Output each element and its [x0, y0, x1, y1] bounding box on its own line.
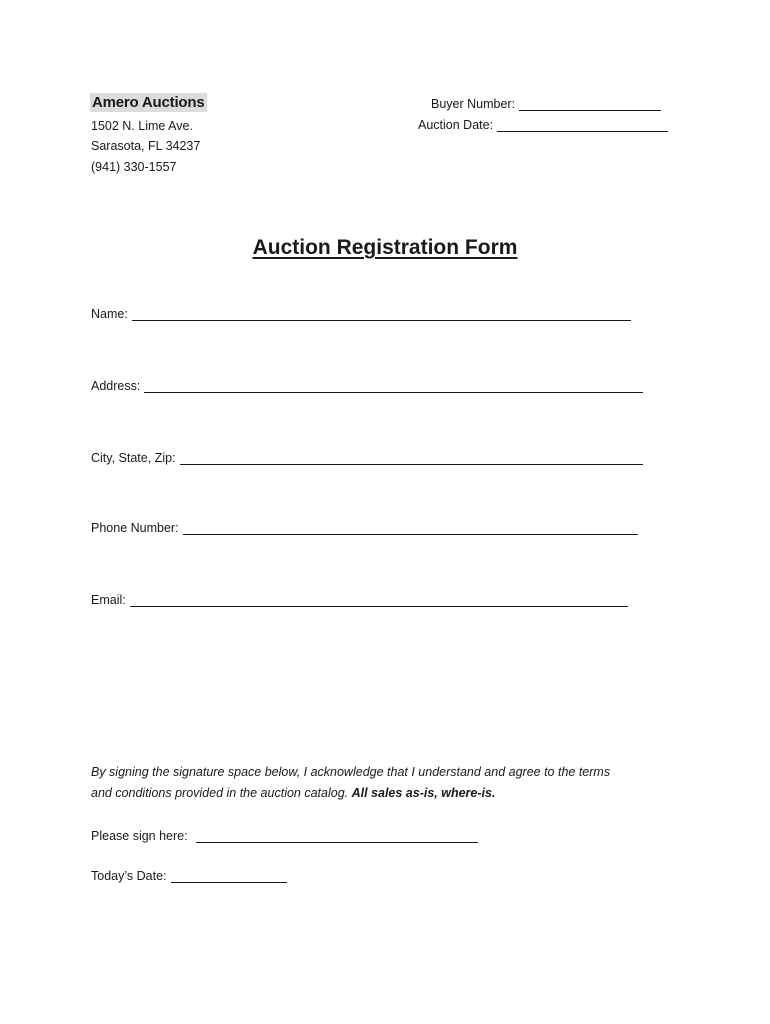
city-state-zip-field[interactable] [91, 451, 643, 465]
name-field[interactable] [91, 307, 631, 321]
auction-date-label: Auction Date: [418, 118, 494, 132]
acknowledgement-terms-text: and conditions provided in the auction catalog. [91, 786, 349, 800]
address-label: Address: [91, 379, 141, 393]
name-line[interactable] [132, 308, 631, 321]
email-line[interactable] [130, 594, 628, 607]
name-label: Name: [91, 307, 128, 321]
company-phone: (941) 330-1557 [91, 160, 177, 174]
address-line[interactable] [144, 380, 643, 393]
signature-line[interactable] [196, 830, 478, 843]
todays-date-label: Today’s Date: [91, 869, 167, 883]
auction-date-line[interactable] [497, 119, 668, 132]
form-title: Auction Registration Form [252, 236, 518, 259]
signature-field[interactable] [91, 829, 478, 843]
company-name: Amero Auctions [92, 94, 205, 111]
acknowledgement-line1: By signing the signature space below, I acknowledge that I understand and agree to the terms [91, 765, 611, 779]
city-state-zip-line[interactable] [180, 452, 643, 465]
address-field[interactable] [91, 379, 643, 393]
city-state-zip-label: City, State, Zip: [91, 451, 176, 465]
acknowledgement-as-is-text: All sales as-is, where-is. [351, 786, 496, 800]
company-address-line2: Sarasota, FL 34237 [91, 139, 201, 153]
company-address-line1: 1502 N. Lime Ave. [91, 119, 193, 133]
buyer-number-label: Buyer Number: [431, 97, 516, 111]
buyer-number-line[interactable] [519, 98, 661, 111]
email-label: Email: [91, 593, 126, 607]
email-field[interactable] [91, 593, 628, 607]
phone-number-line[interactable] [183, 522, 638, 535]
phone-number-field[interactable] [91, 521, 638, 535]
buyer-number-field[interactable] [431, 97, 661, 111]
phone-number-label: Phone Number: [91, 521, 179, 535]
todays-date-field[interactable] [91, 869, 287, 883]
todays-date-line[interactable] [171, 870, 287, 883]
auction-date-field[interactable] [418, 118, 668, 132]
signature-label: Please sign here: [91, 829, 188, 843]
acknowledgement-line2 [91, 786, 495, 800]
